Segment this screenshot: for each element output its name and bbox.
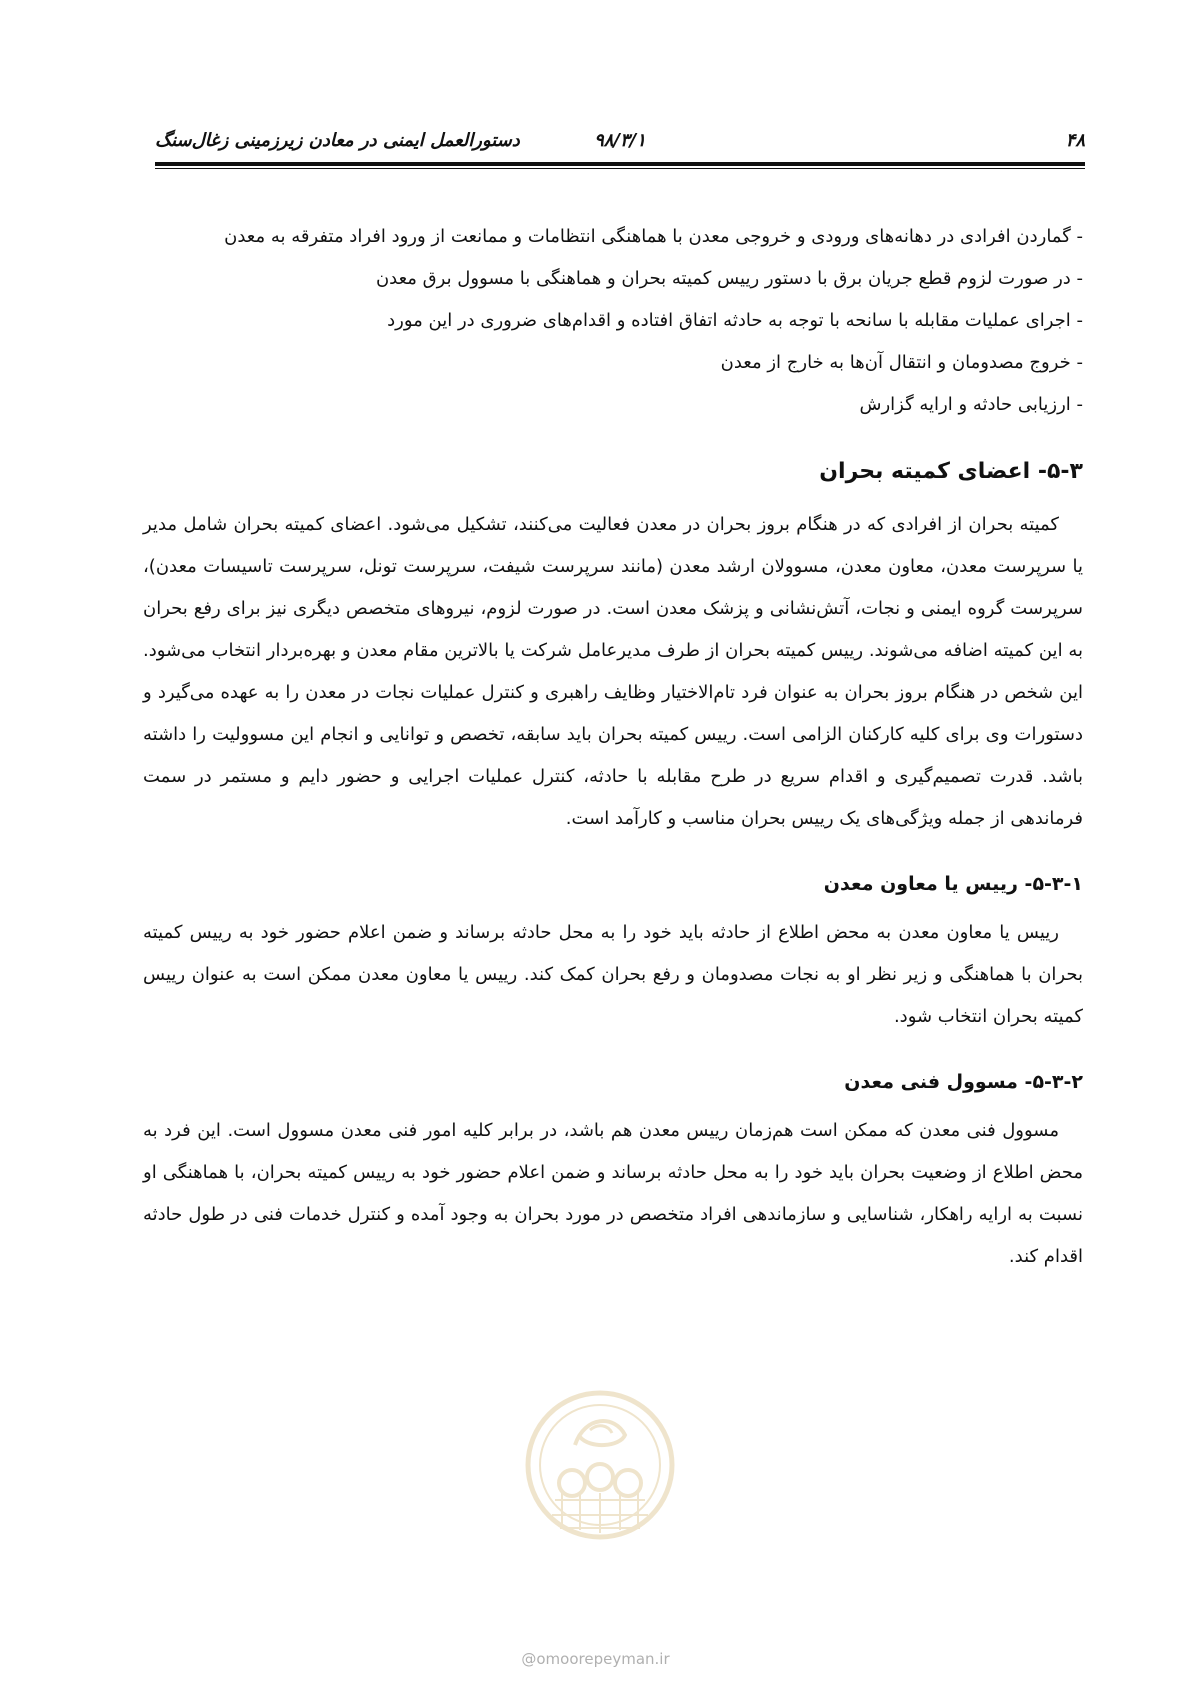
watermark-logo	[520, 1375, 680, 1555]
subsection-heading: ۵-۳-۲- مسوول فنی معدن	[844, 1071, 1083, 1093]
subsection-paragraph: رییس یا معاون معدن به محض اطلاع از حادثه باید خود را به محل حادثه برساند و ضمن اعلام حضور خود به رییس کمیته بحران با هماهنگی و زیر نظر او به نجات مصدومان و رفع بحران کمک کند. رییس یا معاون معدن ممکن است به عنوان رییس کمیته بحران انتخاب شود.	[143, 922, 1083, 1027]
bullet-item: - گماردن افرادی در دهانه‌های ورودی و خروجی معدن با هماهنگی انتظامات و ممانعت از ورود افراد متفرقه به معدن	[224, 226, 1083, 247]
page-content	[143, 216, 1083, 1278]
page-number: ۴۸	[1065, 130, 1085, 151]
bullet-item: - در صورت لزوم قطع جریان برق با دستور رییس کمیته بحران و هماهنگی با مسوول برق معدن	[375, 268, 1083, 289]
header-rule-thin	[155, 168, 1085, 169]
bullet-item: - اجرای عملیات مقابله با سانحه با توجه به حادثه اتفاق افتاده و اقدام‌های ضروری در این مورد	[387, 310, 1083, 331]
page-header	[155, 130, 1085, 160]
bullet-item: - خروج مصدومان و انتقال آن‌ها به خارج از معدن	[720, 352, 1083, 373]
header-rule-thick	[155, 162, 1085, 166]
section-heading: ۵-۳- اعضای کمیته بحران	[819, 459, 1083, 484]
subsection-paragraph: مسوول فنی معدن که ممکن است هم‌زمان رییس معدن هم باشد، در برابر کلیه امور فنی معدن مسوول است. این فرد به محض اطلاع از وضعیت بحران باید خود را به محل حادثه برساند و ضمن اعلام حضور خود به رییس کمیته بحران، با هماهنگی او نسبت به ارایه راهکار، شناسایی و سازماندهی افراد متخصص در مورد بحران به وجود آمده و کنترل خدمات فنی در طول حادثه اقدام کند.	[143, 1120, 1083, 1267]
subsection-heading: ۵-۳-۱- رییس یا معاون معدن	[823, 873, 1083, 895]
watermark-url: @omoorepeyman.ir	[521, 1650, 670, 1668]
header-date: ۹۸/۳/۱	[594, 130, 646, 151]
bullet-item: - ارزیابی حادثه و ارایه گزارش	[859, 394, 1083, 415]
section-paragraph: کمیته بحران از افرادی که در هنگام بروز بحران در معدن فعالیت می‌کنند، تشکیل می‌شود. اعضای کمیته بحران شامل مدیر یا سرپرست معدن، معاون معدن، مسوولان ارشد معدن (مانند سرپرست شیفت، سرپرست تونل، سرپرست تاسیسات معدن)، سرپرست گروه ایمنی و نجات، آتش‌نشانی و پزشک معدن است. در صورت لزوم، نیروهای متخصص دیگری نیز برای رفع بحران به این کمیته اضافه می‌شوند. رییس کمیته بحران از طرف مدیرعامل شرکت یا بالاترین مقام معدن و بهره‌بردار انتخاب می‌شود. این شخص در هنگام بروز بحران به عنوان فرد تام‌الاختیار وظایف راهبری و کنترل عملیات نجات در معدن را به عهده می‌گیرد و دستورات وی برای کلیه کارکنان الزامی است. رییس کمیته بحران باید سابقه، تخصص و توانایی و انجام این مسوولیت را داشته باشد. قدرت تصمیم‌گیری و اقدام سریع در طرح مقابله با حادثه، کنترل عملیات اجرایی و حضور دایم و مستمر در سمت فرماندهی از جمله ویژگی‌های یک رییس بحران مناسب و کارآمد است.	[143, 514, 1083, 829]
header-title: دستورالعمل ایمنی در معادن زیرزمینی زغال‌سنگ	[155, 130, 520, 151]
